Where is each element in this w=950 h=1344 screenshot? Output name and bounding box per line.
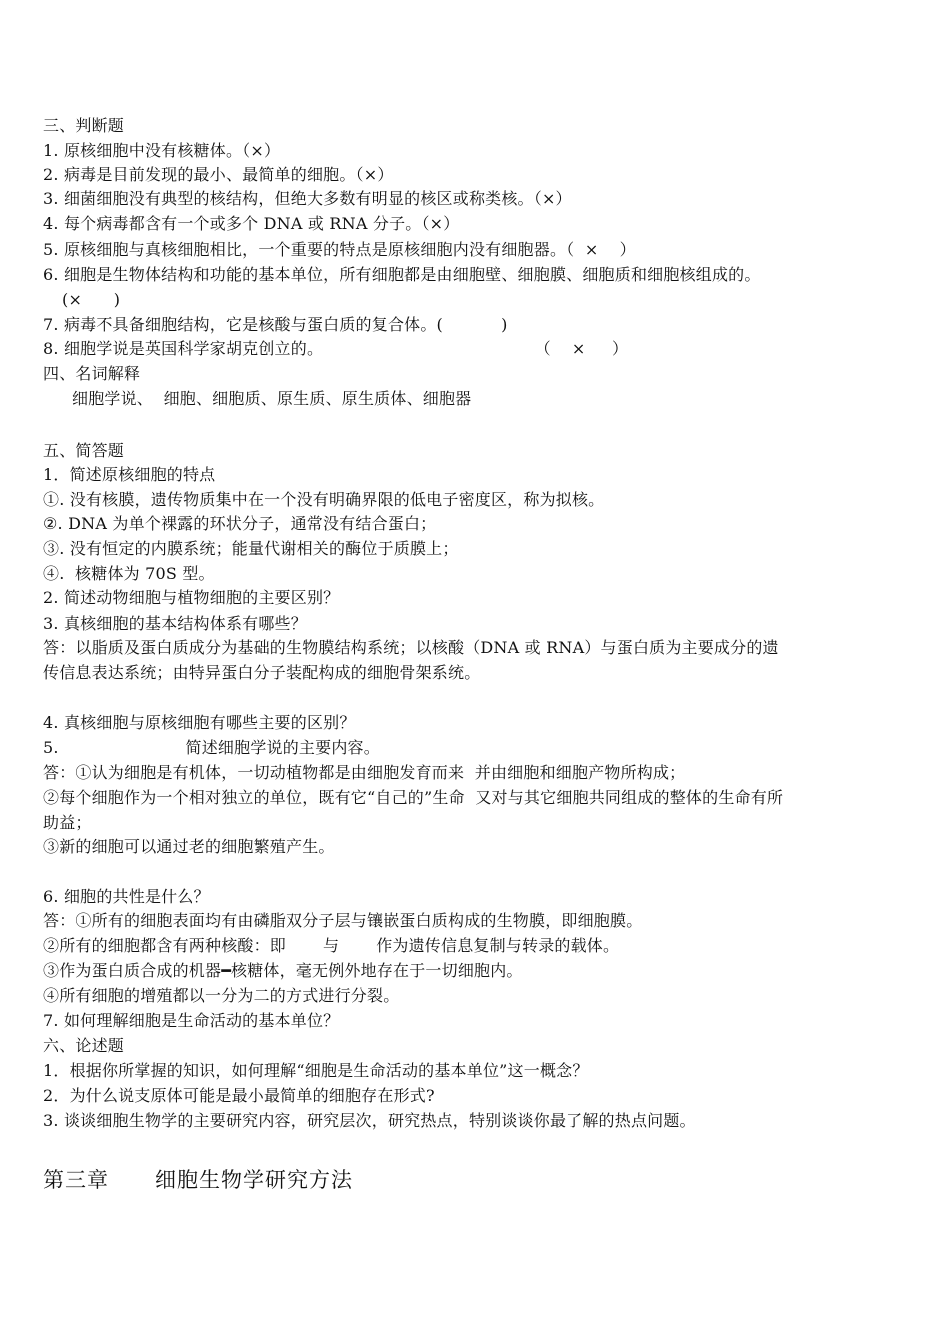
question-line: 2. 简述动物细胞与植物细胞的主要区别？ (43, 588, 340, 607)
essay-question: 2．为什么说支原体可能是最小最简单的细胞存在形式? (43, 1086, 435, 1105)
judgment-item: 8. 细胞学说是英国科学家胡克创立的。 （ × ） (43, 339, 629, 358)
essay-question: 3. 谈谈细胞生物学的主要研究内容，研究层次，研究热点，特别谈谈你最了解的热点问题。 (43, 1111, 696, 1130)
question-line: 3. 真核细胞的基本结构体系有哪些？ (43, 614, 307, 633)
answer-line: 答：以脂质及蛋白质成分为基础的生物膜结构系统；以核酸（DNA 或 RNA）与蛋白质为主要成分的遗 (43, 638, 779, 657)
judgment-item-answer: (× ) (62, 290, 121, 309)
section6-heading: 六、论述题 (43, 1036, 125, 1055)
essay-question: 1．根据你所掌握的知识，如何理解“细胞是生命活动的基本单位”这一概念？ (43, 1061, 589, 1080)
answer-line: 助益； (43, 813, 92, 832)
question-line: 6. 细胞的共性是什么？ (43, 887, 210, 906)
answer-line: ②. DNA 为单个裸露的环状分子，通常没有结合蛋白； (43, 514, 437, 533)
answer-line: ②所有的细胞都含有两种核酸：即 与 作为遗传信息复制与转录的载体。 (43, 936, 620, 955)
answer-line: 传信息表达系统；由特异蛋白分子装配构成的细胞骨架系统。 (43, 663, 481, 682)
term-list: 细胞学说、 细胞、细胞质、原生质、原生质体、细胞器 (72, 389, 472, 408)
question-line: 1．简述原核细胞的特点 (43, 465, 216, 484)
answer-line: 答：①认为细胞是有机体，一切动植物都是由细胞发育而来 并由细胞和细胞产物所构成； (43, 763, 686, 782)
answer-line: ②每个细胞作为一个相对独立的单位，既有它“自己的”生命 又对与其它细胞共同组成的整体的生命有所 (43, 788, 784, 807)
section4-heading: 四、名词解释 (43, 364, 141, 383)
answer-line: ④. 核糖体为 70S 型。 (43, 564, 215, 583)
section3-heading: 三、判断题 (43, 116, 125, 135)
judgment-item: 3. 细菌细胞没有典型的核结构，但绝大多数有明显的核区或称类核。（×） (43, 189, 572, 208)
chapter-title: 第三章 细胞生物学研究方法 (43, 1168, 354, 1192)
answer-line: ③新的细胞可以通过老的细胞繁殖产生。 (43, 837, 335, 856)
judgment-item: 4. 每个病毒都含有一个或多个 DNA 或 RNA 分子。（×） (43, 214, 460, 233)
judgment-item: 6. 细胞是生物体结构和功能的基本单位，所有细胞都是由细胞壁、细胞膜、细胞质和细胞核组成的。 (43, 265, 761, 284)
judgment-item: 7. 病毒不具备细胞结构，它是核酸与蛋白质的复合体。( ) (43, 315, 508, 334)
question-line: 5. 简述细胞学说的主要内容。 (43, 738, 380, 757)
judgment-item: 5. 原核细胞与真核细胞相比，一个重要的特点是原核细胞内没有细胞器。（ × ） (43, 240, 636, 259)
question-line: 4. 真核细胞与原核细胞有哪些主要的区别？ (43, 713, 356, 732)
answer-line: ④所有细胞的增殖都以一分为二的方式进行分裂。 (43, 986, 400, 1005)
judgment-item: 1. 原核细胞中没有核糖体。（×） (43, 141, 281, 160)
answer-line: ①. 没有核膜，遗传物质集中在一个没有明确界限的低电子密度区，称为拟核。 (43, 490, 605, 509)
answer-line: 答：①所有的细胞表面均有由磷脂双分子层与镶嵌蛋白质构成的生物膜，即细胞膜。 (43, 911, 643, 930)
question-line: 7. 如何理解细胞是生命活动的基本单位？ (43, 1011, 340, 1030)
answer-line: ③作为蛋白质合成的机器━核糖体，毫无例外地存在于一切细胞内。 (43, 961, 523, 980)
answer-line: ③. 没有恒定的内膜系统；能量代谢相关的酶位于质膜上； (43, 539, 459, 558)
judgment-item: 2. 病毒是目前发现的最小、最简单的细胞。（×） (43, 165, 394, 184)
section5-heading: 五、简答题 (43, 441, 125, 460)
